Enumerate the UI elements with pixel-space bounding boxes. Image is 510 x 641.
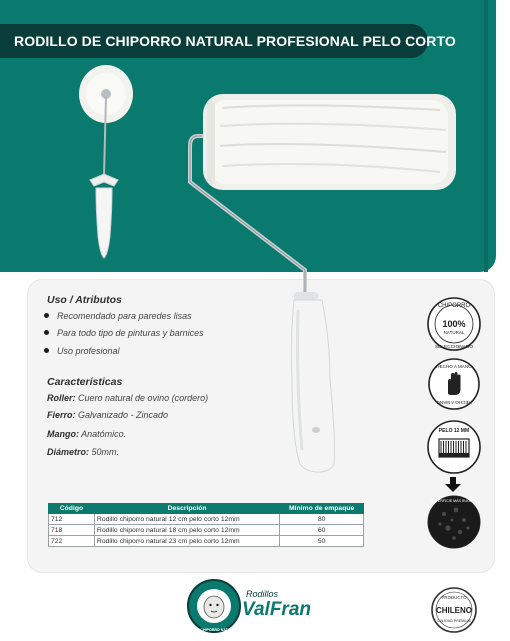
- svg-text:HECHO A MANO: HECHO A MANO: [436, 400, 472, 405]
- svg-text:PRODUCTO: PRODUCTO: [441, 595, 467, 600]
- chiporro-natural-badge-icon: [426, 296, 482, 352]
- cell-codigo: 718: [49, 525, 95, 536]
- valfran-logo: [186, 577, 316, 635]
- page-title: RODILLO DE CHIPORRO NATURAL PROFESIONAL PELO CORTO: [14, 33, 456, 49]
- table-row: [49, 514, 364, 525]
- bullet-icon: [44, 348, 49, 353]
- pelo-12mm-badge-icon: [426, 419, 482, 475]
- bullet-icon: [44, 330, 49, 335]
- spec-table: [48, 503, 364, 547]
- cell-descripcion: Rodillo chiporro natural 12 cm pelo corto 12mm: [94, 514, 279, 525]
- uso-heading: Uso / Atributos: [47, 294, 122, 306]
- cell-minimo: 50: [280, 536, 364, 547]
- cell-codigo: 722: [49, 536, 95, 547]
- cell-minimo: 80: [280, 514, 364, 525]
- svg-text:SELECCIONADO: SELECCIONADO: [434, 345, 474, 350]
- svg-text:HECHO A MANO: HECHO A MANO: [436, 364, 472, 369]
- svg-text:100% CHIPORRO NATURAL: 100% CHIPORRO NATURAL: [190, 628, 238, 632]
- table-row: [49, 525, 364, 536]
- svg-text:100%: 100%: [442, 319, 466, 329]
- cell-codigo: 712: [49, 514, 95, 525]
- hecho-a-mano-badge-icon: [427, 357, 481, 411]
- svg-text:ValFran: ValFran: [242, 599, 311, 620]
- cell-minimo: 60: [280, 525, 364, 536]
- arrow-down-icon: [444, 477, 462, 493]
- title-band: [0, 24, 456, 58]
- svg-text:CALIDAD PREMIUM: CALIDAD PREMIUM: [437, 619, 471, 623]
- svg-text:Rodillos: Rodillos: [246, 589, 279, 599]
- superficie-rugosa-badge-icon: [426, 494, 482, 550]
- table-row: [49, 536, 364, 547]
- feature-row-mango: Mango: Anatómico.: [47, 429, 127, 439]
- svg-text:SUPERFICIE MÁS RUGOSA: SUPERFICIE MÁS RUGOSA: [430, 499, 478, 503]
- table-header-row: [49, 504, 364, 514]
- cell-descripcion: Rodillo chiporro natural 18 cm pelo corto 12mm: [94, 525, 279, 536]
- bullet-icon: [44, 313, 49, 318]
- column-header-codigo: Código: [49, 504, 95, 514]
- svg-text:PELO 12 MM: PELO 12 MM: [438, 428, 470, 434]
- uso-item: Recomendado para paredes lisas: [44, 311, 192, 321]
- column-header-descripcion: Descripción: [94, 504, 279, 514]
- cell-descripcion: Rodillo chiporro natural 23 cm pelo corto 12mm: [94, 536, 279, 547]
- hero-edge: [484, 0, 488, 272]
- svg-text:NATURAL: NATURAL: [443, 330, 465, 335]
- uso-item: Uso profesional: [44, 346, 120, 356]
- svg-text:CHIPORRO: CHIPORRO: [437, 303, 471, 309]
- column-header-minimo: Mínimo de empaque: [280, 504, 364, 514]
- feature-row-roller: Roller: Cuero natural de ovino (cordero): [47, 393, 209, 403]
- producto-chileno-seal-icon: [430, 586, 478, 634]
- feature-row-fierro: Fierro: Galvanizado - Zincado: [47, 410, 169, 420]
- feature-row-diametro: Diámetro: 50mm.: [47, 447, 120, 457]
- svg-text:CHILENO: CHILENO: [436, 606, 472, 615]
- caracteristicas-heading: Características: [47, 376, 123, 388]
- uso-item: Para todo tipo de pinturas y barnices: [44, 328, 204, 338]
